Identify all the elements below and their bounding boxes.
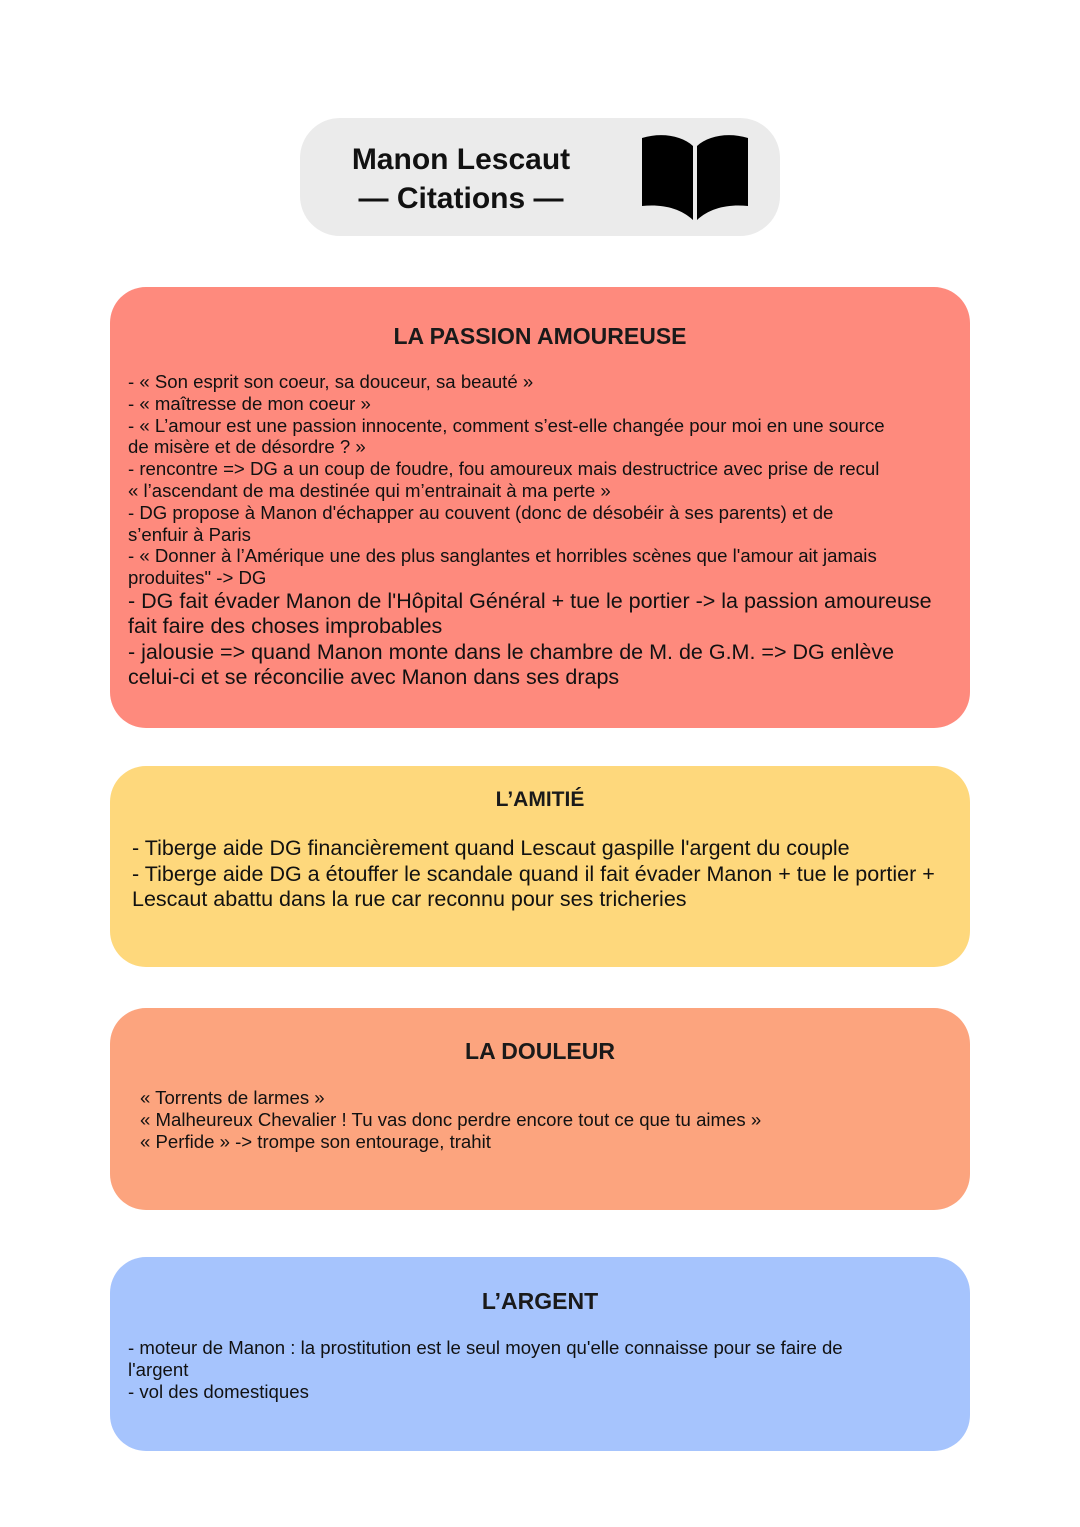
page-title — [300, 140, 622, 218]
section-passion-amoureuse — [110, 287, 970, 728]
list-line: - DG propose à Manon d'échapper au couvent (donc de désobéir à ses parents) et de — [128, 501, 834, 523]
list-line: - DG fait évader Manon de l'Hôpital Général + tue le portier -> la passion amoureuse — [128, 588, 932, 613]
list-line: l'argent — [128, 1358, 189, 1380]
title-line-1: Manon Lescaut — [351, 143, 571, 176]
list-line: « l’ascendant de ma destinée qui m’entrainait à ma perte » — [128, 479, 611, 501]
quote-list — [128, 1337, 950, 1402]
section-argent — [110, 1257, 970, 1451]
list-line: - moteur de Manon : la prostitution est le seul moyen qu'elle connaisse pour se faire de — [128, 1337, 843, 1358]
list-line: « Torrents de larmes » — [140, 1087, 325, 1108]
quote-list — [140, 1087, 950, 1152]
quote-list — [128, 371, 950, 691]
section-douleur — [110, 1008, 970, 1210]
list-line: - « maîtresse de mon coeur » — [128, 392, 371, 414]
section-title: LA PASSION AMOUREUSE — [393, 323, 687, 349]
list-line: produites" -> DG — [128, 567, 267, 589]
list-line: - jalousie => quand Manon monte dans le chambre de M. de G.M. => DG enlève — [128, 639, 895, 664]
list-line: Lescaut abattu dans la rue car reconnu pour ses tricheries — [132, 887, 687, 911]
list-line: - vol des domestiques — [128, 1380, 309, 1402]
list-line: « Malheureux Chevalier ! Tu vas donc perdre encore tout ce que tu aimes » — [140, 1108, 762, 1130]
list-line: - Tiberge aide DG financièrement quand Lescaut gaspille l'argent du couple — [132, 836, 850, 860]
section-title: L’AMITIÉ — [495, 788, 585, 811]
quote-list — [132, 836, 950, 913]
section-amitie — [110, 766, 970, 967]
list-line: - Tiberge aide DG a étouffer le scandale quand il fait évader Manon + tue le portier + — [132, 861, 935, 886]
list-line: - rencontre => DG a un coup de foudre, fou amoureux mais destructrice avec prise de recul — [128, 458, 880, 480]
section-title: L’ARGENT — [481, 1288, 599, 1314]
list-line: de misère et de désordre ? » — [128, 436, 366, 458]
list-line: « Perfide » -> trompe son entourage, trahit — [140, 1130, 491, 1152]
list-line: - « Donner à l’Amérique une des plus sanglantes et horribles scènes que l'amour ait jamais — [128, 545, 877, 567]
list-line: fait faire des choses improbables — [128, 614, 443, 639]
list-line: - « L’amour est une passion innocente, comment s’est-elle changée pour moi en une source — [128, 414, 885, 436]
book-icon — [640, 132, 750, 222]
list-line: s’enfuir à Paris — [128, 523, 251, 545]
title-header — [300, 118, 780, 236]
title-line-2: — Citations — — [358, 182, 564, 215]
list-line: celui-ci et se réconcilie avec Manon dans ses draps — [128, 665, 620, 690]
section-title: LA DOULEUR — [465, 1038, 615, 1064]
list-line: - « Son esprit son coeur, sa douceur, sa beauté » — [128, 371, 534, 392]
